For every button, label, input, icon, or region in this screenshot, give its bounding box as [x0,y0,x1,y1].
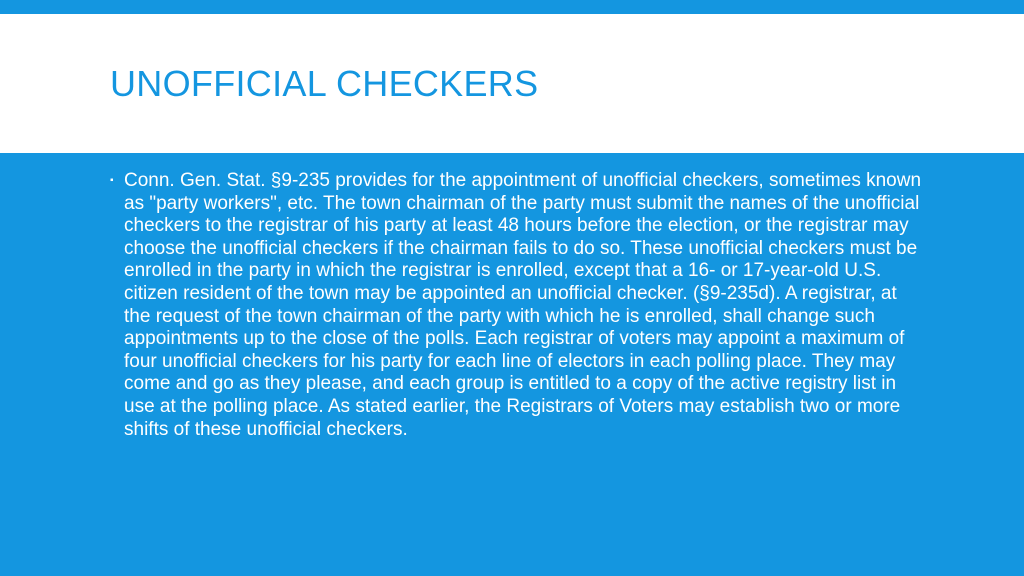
slide-title: UNOFFICIAL CHECKERS [110,63,539,104]
bullet-text: Conn. Gen. Stat. §9-235 provides for the appointment of unofficial checkers, sometimes known as "party workers", etc. The town chairman of the party must submit the names of the unofficial checkers to the registrar of his party at least 48 hours before the election, or the registrar may choose the unofficial checkers if the chairman fails to do so. These unofficial checkers must be enrolled in the party in which the registrar is enrolled, except that a 16- or 17-year-old U.S. citizen resident of the town may be appointed an unofficial checker. (§9-235d). A registrar, at the request of the town chairman of the party with which he is enrolled, shall change such appointments up to the close of the polls. Each registrar of voters may appoint a maximum of four unofficial checkers for his party for each line of electors in each polling place. They may come and go as they please, and each group is entitled to a copy of the active registry list in use at the polling place. As stated earlier, the Registrars of Voters may establish two or more shifts of these unofficial checkers. [124,170,922,440]
bullet-marker-icon: ▪ [110,175,114,186]
bullet-item [110,170,930,441]
slide-content [110,170,930,441]
